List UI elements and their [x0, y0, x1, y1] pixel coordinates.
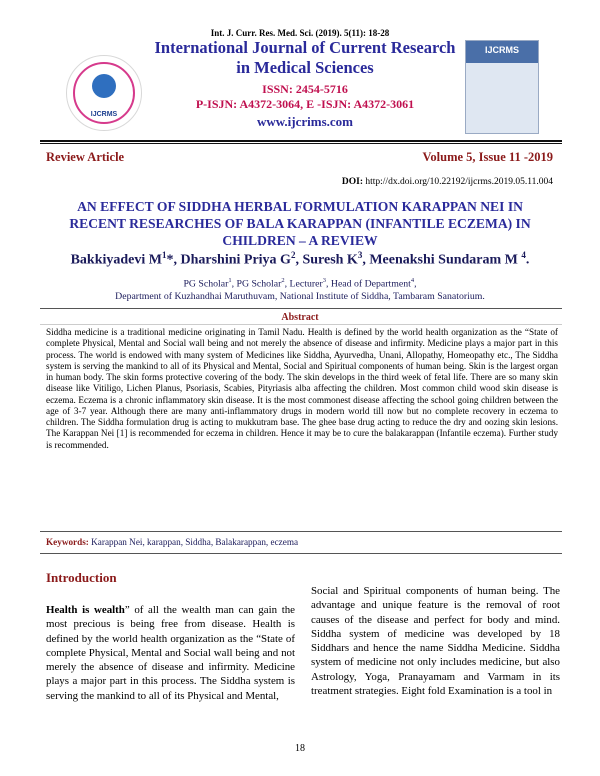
author-sup: 3	[357, 250, 363, 260]
author-name: , Dharshini Priya G	[173, 252, 291, 268]
abstract-heading-rule	[40, 324, 562, 325]
issn-block	[148, 82, 462, 112]
department: Department of Kuzhandhai Maruthuvam, National Institute of Siddha, Tambaram Sanatorium.	[115, 291, 485, 303]
keywords-rule	[40, 553, 562, 554]
doi-link[interactable]: http://dx.doi.org/10.22192/ijcrms.2019.05.11.004	[365, 177, 553, 187]
doi-label: DOI:	[341, 177, 363, 187]
keywords-value: Karappan Nei, karappan, Siddha, Balakarappan, eczema	[91, 537, 299, 547]
role: PG Scholar	[183, 278, 229, 290]
header-divider	[40, 140, 562, 142]
keywords-label: Keywords:	[46, 537, 89, 547]
journal-title: International Journal of Current Research in Medical Sciences	[154, 38, 456, 77]
article-type: Review Article	[46, 150, 125, 164]
article-title: AN EFFECT OF SIDDHA HERBAL FORMULATION KARAPPAN NEI IN RECENT RESEARCHES OF BALA KARAPPAN (INFANTILE ECZEMA) IN CHILDREN – A REVIEW	[69, 199, 531, 248]
abstract-bottom-rule	[40, 531, 562, 532]
abstract-text: Siddha medicine is a traditional medicine originating in Tamil Nadu. Health is defined by the world health organization as the “State of complete Physical, Mental and Social wall being and not merely the absence of disease and infirmity. Medicine plays a major part in this process. The world is endowed with many system of Medicines like Siddha, Ayurvedha, Unani, Allopathy, Homeopathy etc., The Siddha system is serving the mankind to all of its Physical and Mental, Social and Spiritual components of human being. Skin is the largest organ in human body. The skin forms protective covering of the body. The skin develops in the third week of fetal life. There are so many skin disease like Vitiligo, Lichen Planus, Psoriasis, Scabies, Pityriasis alba affecting the children. Most common child wood skin disease is eczema. Eczema is a chronic inflammatory skin disease. It is the most commonest disease affecting the school going children between the age of 3-7 year. Although there are many anti-inflammatory drugs in modern world till now but no complete recovery in eczema to children. The Siddha formulation drug is acting to mukkutram base. The ghee base drug acting to reduce the dry and oozing skin lesions. The Karappan Nei [1] is recommended for eczema in children. Hence it may be to cure the balakarappan (Infantile eczema). Further study is recommended.	[46, 327, 558, 450]
journal-website-link[interactable]: www.ijcrims.com	[256, 114, 354, 129]
role: , PG Scholar	[231, 278, 282, 290]
author-sup: 1	[161, 250, 167, 260]
author-sup: 4	[521, 250, 526, 260]
page-number: 18	[295, 743, 305, 754]
logo-text: IJCRMS	[90, 111, 118, 118]
globe-icon	[92, 74, 116, 98]
role: , Head of Department	[325, 278, 411, 290]
issn: ISSN: 2454-5716	[262, 82, 348, 96]
role-sup: 1	[228, 277, 232, 284]
role-end: ,	[414, 278, 417, 290]
volume-issue: Volume 5, Issue 11 -2019	[422, 150, 553, 164]
abstract-top-rule	[40, 308, 562, 309]
author-list	[40, 250, 560, 269]
author-roles	[40, 274, 560, 290]
role-sup: 2	[281, 277, 285, 284]
corresponding-mark: *	[166, 252, 174, 268]
author-name: , Suresh K	[295, 252, 358, 268]
journal-citation: Int. J. Curr. Res. Med. Sci. (2019). 5(11): 18-28	[210, 28, 390, 38]
author-name: , Meenakshi Sundaram M	[362, 252, 518, 268]
journal-logo	[66, 55, 142, 131]
intro-column-left	[46, 603, 295, 703]
role-sup: 3	[322, 277, 326, 284]
keywords	[46, 537, 558, 547]
isjn: P-ISJN: A4372-3064, E -ISJN: A4372-3061	[195, 97, 415, 111]
journal-cover-image	[465, 40, 539, 134]
author-name: Bakkiyadevi M	[70, 252, 162, 268]
header-divider-thin	[40, 143, 562, 144]
role: , Lecturer	[284, 278, 323, 290]
author-end: .	[525, 252, 530, 268]
role-sup: 4	[410, 277, 415, 284]
intro-col1-text: ” of all the wealth man can gain the most precious is being free from disease. Health is defined by the world health organization as the “State of complete Physical, Mental and Social wall being and not merely the absence of disease and infirmity. Medicine plays a major part in this process. The Siddha system is serving the mankind to all of its Physical and Mental,	[46, 604, 295, 702]
doi	[342, 177, 553, 187]
author-sup: 2	[290, 250, 296, 260]
intro-bold-phrase: Health is wealth	[46, 604, 125, 616]
intro-column-right: Social and Spiritual components of human being. The advantage and unique feature is the removal of root causes of the disease and perfect for body and mind. Siddha system of medicine was developed by 18 Siddhars and hence the name Siddha Medicine. Siddha system of medicine not only includes medicine, but also Astrology, Yoga, Pranayamam and Varmam in its treatment strategies. Eight fold Examination is a tool in	[311, 585, 560, 698]
cover-label: IJCRMS	[484, 45, 519, 55]
affiliation	[40, 274, 560, 303]
introduction-heading: Introduction	[46, 570, 117, 585]
abstract-heading: Abstract	[281, 312, 319, 323]
